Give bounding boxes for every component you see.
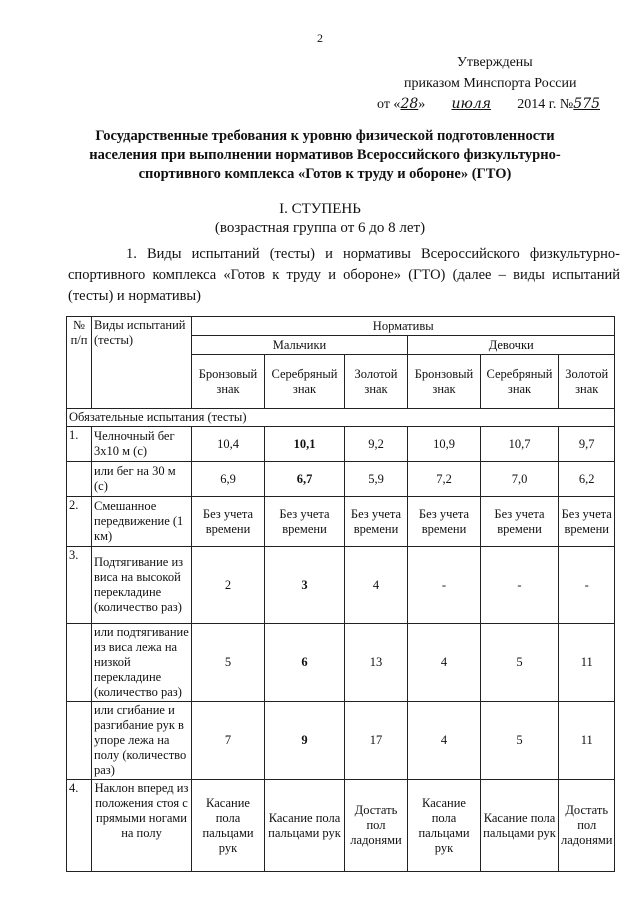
table-row — [67, 462, 615, 497]
value-cell: 7,2 — [408, 462, 481, 497]
table-row — [67, 547, 615, 624]
value-cell: 7,0 — [481, 462, 559, 497]
value-cell: 17 — [345, 702, 408, 780]
row-test-name: или подтягивание из виса лежа на низкой перекладине (количество раз) — [92, 624, 192, 702]
table-row — [67, 702, 615, 780]
date-mid: » — [418, 97, 426, 112]
value-cell: 10,1 — [265, 427, 345, 462]
stage-heading-block — [0, 200, 640, 238]
row-test-name: или бег на 30 м (с) — [92, 462, 192, 497]
header-boys-bronze: Бронзовый знак — [192, 355, 265, 409]
norms-table — [66, 316, 615, 872]
row-number: 2. — [67, 497, 92, 547]
table-row — [67, 497, 615, 547]
approval-line-2: приказом Минспорта России — [404, 76, 577, 91]
value-cell: 11 — [559, 624, 615, 702]
header-girls-silver: Серебряный знак — [481, 355, 559, 409]
value-cell: 4 — [408, 624, 481, 702]
value-cell: Без учета времени — [481, 497, 559, 547]
value-cell: 5 — [192, 624, 265, 702]
value-cell: 5 — [481, 624, 559, 702]
value-cell: Достать пол ладонями — [559, 780, 615, 872]
header-tests: Виды испытаний (тесты) — [92, 317, 192, 409]
value-cell: 5 — [481, 702, 559, 780]
row-test-name: Наклон вперед из положения стоя с прямыми ногами на полу — [92, 780, 192, 872]
handwritten-day: 28 — [400, 96, 419, 112]
value-cell: 9 — [265, 702, 345, 780]
value-cell: 7 — [192, 702, 265, 780]
document-title: Государственные требования к уровню физической подготовленности населения при выполнении нормативов Всероссийского физкультурно-спортивного комплекса «Готов к труду и обороне» (ГТО) — [89, 128, 561, 182]
value-cell: Без учета времени — [265, 497, 345, 547]
header-boys-silver: Серебряный знак — [265, 355, 345, 409]
value-cell: 10,4 — [192, 427, 265, 462]
value-cell: 6,7 — [265, 462, 345, 497]
value-cell: 10,9 — [408, 427, 481, 462]
value-cell: Касание пола пальцами рук — [481, 780, 559, 872]
intro-paragraph: 1. Виды испытаний (тесты) и нормативы Всероссийского физкультурно-спортивного комплекса «Готов к труду и обороне» (ГТО) (далее – виды испытаний (тесты) и нормативы) — [68, 246, 620, 304]
table-row — [67, 780, 615, 872]
value-cell: Касание пола пальцами рук — [265, 780, 345, 872]
header-number: № п/п — [67, 317, 92, 409]
approval-date-line — [377, 96, 637, 113]
value-cell: - — [481, 547, 559, 624]
value-cell: 11 — [559, 702, 615, 780]
value-cell: 10,7 — [481, 427, 559, 462]
value-cell: Без учета времени — [345, 497, 408, 547]
value-cell: 5,9 — [345, 462, 408, 497]
date-prefix: от « — [377, 97, 401, 112]
value-cell: 6,9 — [192, 462, 265, 497]
row-number: 3. — [67, 547, 92, 624]
value-cell: - — [408, 547, 481, 624]
value-cell: 13 — [345, 624, 408, 702]
header-boys: Мальчики — [192, 336, 408, 355]
value-cell: Без учета времени — [408, 497, 481, 547]
value-cell: Касание пола пальцами рук — [408, 780, 481, 872]
value-cell: 3 — [265, 547, 345, 624]
header-boys-gold: Золотой знак — [345, 355, 408, 409]
date-year: 2014 г. № — [517, 97, 574, 112]
handwritten-number: 575 — [573, 96, 601, 112]
value-cell: 9,2 — [345, 427, 408, 462]
value-cell: Без учета времени — [192, 497, 265, 547]
stage-subheading: (возрастная группа от 6 до 8 лет) — [214, 220, 426, 236]
handwritten-month: июля — [451, 96, 492, 112]
row-test-name: Смешанное передвижение (1 км) — [92, 497, 192, 547]
row-number: 1. — [67, 427, 92, 462]
value-cell: Без учета времени — [559, 497, 615, 547]
section-row: Обязательные испытания (тесты) — [67, 409, 615, 427]
value-cell: Достать пол ладонями — [345, 780, 408, 872]
approval-line-1: Утверждены — [457, 55, 533, 70]
value-cell: 4 — [408, 702, 481, 780]
value-cell: 6 — [265, 624, 345, 702]
table-row — [67, 427, 615, 462]
header-girls: Девочки — [408, 336, 615, 355]
table-row — [67, 624, 615, 702]
header-girls-gold: Золотой знак — [559, 355, 615, 409]
row-number — [67, 702, 92, 780]
value-cell: 4 — [345, 547, 408, 624]
value-cell: 6,2 — [559, 462, 615, 497]
page-number: 2 — [317, 31, 323, 45]
row-test-name: или сгибание и разгибание рук в упоре лежа на полу (количество раз) — [92, 702, 192, 780]
value-cell: 9,7 — [559, 427, 615, 462]
value-cell: Касание пола пальцами рук — [192, 780, 265, 872]
value-cell: 2 — [192, 547, 265, 624]
row-test-name: Челночный бег 3х10 м (с) — [92, 427, 192, 462]
row-number: 4. — [67, 780, 92, 872]
header-norms: Нормативы — [192, 317, 615, 336]
row-number — [67, 624, 92, 702]
row-number — [67, 462, 92, 497]
stage-heading: I. СТУПЕНЬ — [279, 201, 361, 217]
row-test-name: Подтягивание из виса на высокой перекладине (количество раз) — [92, 547, 192, 624]
header-girls-bronze: Бронзовый знак — [408, 355, 481, 409]
value-cell: - — [559, 547, 615, 624]
